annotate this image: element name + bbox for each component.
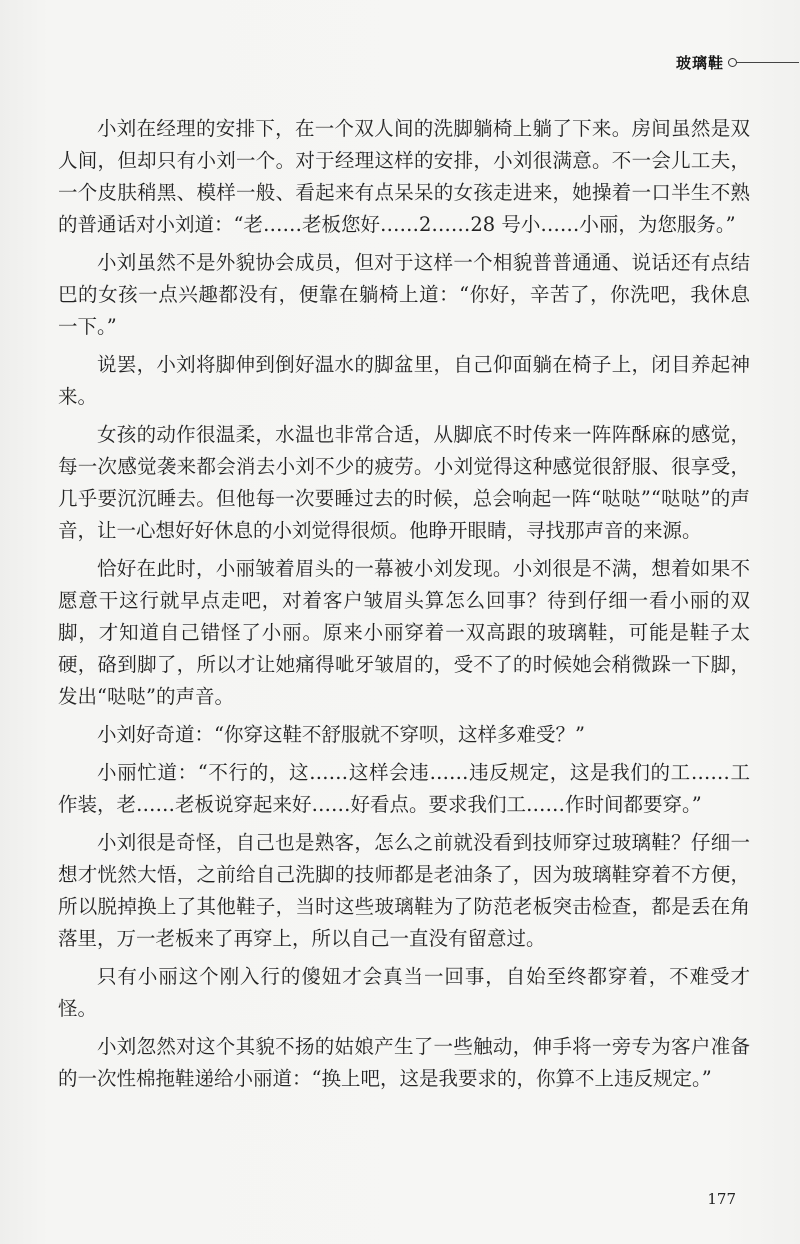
paragraph: 恰好在此时，小丽皱着眉头的一幕被小刘发现。小刘很是不满，想着如果不愿意干这行就早点走吧，对着客户皱眉头算怎么回事？待到仔细一看小丽的双脚，才知道自己错怪了小丽。原来小丽穿着一双高跟的玻璃鞋，可能是鞋子太硬，硌到脚了，所以才让她痛得呲牙皱眉的，受不了的时候她会稍微跺一下脚，发出“哒哒”的声音。 — [58, 557, 750, 708]
paragraph: 小刘好奇道：“你穿这鞋不舒服就不穿呗，这样多难受？” — [97, 723, 585, 746]
paragraph: 小刘很是奇怪，自己也是熟客，怎么之前就没看到技师穿过玻璃鞋？仔细一想才恍然大悟，之前给自己洗脚的技师都是老油条了，因为玻璃鞋穿着不方便，所以脱掉换上了其他鞋子，当时这些玻璃鞋为了防范老板突击检查，都是丢在角落里，万一老板来了再穿上，所以自己一直没有留意过。 — [58, 831, 750, 950]
body-text — [58, 113, 750, 1101]
header-rule — [737, 62, 799, 63]
section-title: 玻璃鞋 — [676, 54, 725, 72]
paragraph: 小丽忙道：“不行的，这……这样会违……违反规定，这是我们的工……工作装，老……老板说穿起来好……好看点。要求我们工……作时间都要穿。” — [58, 761, 750, 816]
circle-ornament-icon — [728, 58, 737, 67]
paragraph: 只有小丽这个刚入行的傻妞才会真当一回事，自始至终都穿着，不难受才怪。 — [58, 965, 750, 1020]
paragraph: 小刘虽然不是外貌协会成员，但对于这样一个相貌普普通通、说话还有点结巴的女孩一点兴趣都没有，便靠在躺椅上道：“你好，辛苦了，你洗吧，我休息一下。” — [58, 251, 750, 338]
paragraph: 小刘忽然对这个其貌不扬的姑娘产生了一些触动，伸手将一旁专为客户准备的一次性棉拖鞋递给小丽道：“换上吧，这是我要求的，你算不上违反规定。” — [58, 1035, 750, 1090]
paragraph: 小刘在经理的安排下，在一个双人间的洗脚躺椅上躺了下来。房间虽然是双人间，但却只有小刘一个。对于经理这样的安排，小刘很满意。不一会儿工夫，一个皮肤稍黑、模样一般、看起来有点呆呆的女孩走进来，她操着一口半生不熟的普通话对小刘道：“老……老板您好……2……28 号小……小丽，为您服务。” — [58, 117, 750, 236]
page-number: 177 — [707, 1190, 736, 1208]
paragraph: 女孩的动作很温柔，水温也非常合适，从脚底不时传来一阵阵酥麻的感觉，每一次感觉袭来都会消去小刘不少的疲劳。小刘觉得这种感觉很舒服、很享受，几乎要沉沉睡去。但他每一次要睡过去的时候，总会响起一阵“哒哒”“哒哒”的声音，让一心想好好休息的小刘觉得很烦。他睁开眼睛，寻找那声音的来源。 — [58, 423, 750, 542]
paragraph: 说罢，小刘将脚伸到倒好温水的脚盆里，自己仰面躺在椅子上，闭目养起神来。 — [58, 353, 750, 408]
running-head — [676, 52, 799, 73]
